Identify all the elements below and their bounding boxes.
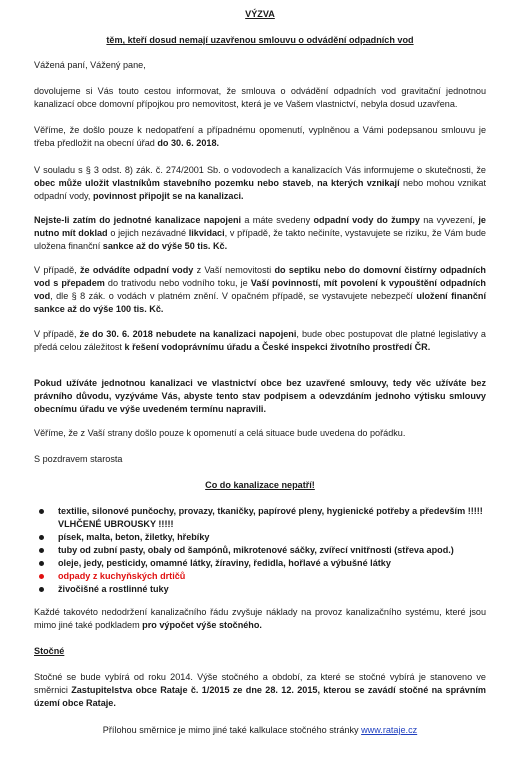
list-item: tuby od zubní pasty, obaly od šampónů, mikrotenové sáčky, zvířecí vnitřnosti (střeva apod.) [34, 544, 494, 557]
list-item: písek, malta, beton, žiletky, hřebíky [34, 531, 494, 544]
paragraph-1: dovolujeme si Vás touto cestou informovat, že smlouva o odvádění odpadních vod gravitační jednotnou kanalizací obce domovní přípojkou pro nemovitost, která je ve Vašem vlastnictví, nebyla dosud uzavřena. [34, 86, 486, 109]
list-item-highlighted: odpady z kuchyňských drtičů [34, 570, 494, 583]
list-item: živočišné a rostlinné tuky [34, 583, 494, 596]
greeting: Vážená paní, Vážený pane, [34, 60, 146, 70]
paragraph-5: V případě, že odvádíte odpadní vody z Vaší nemovitosti do septiku nebo do domovní čistírny odpadních vod s přepadem do trativodu nebo vodního toku, je Vaší povinností, mít povolení k vypouštění odpadních vod, dle § 8 zák. o vodách v platném znění. V opačném případě, se vystavujete nebezpečí uložení finanční sankce až do výše 100 tis. Kč. [34, 265, 486, 314]
bullet-icon [39, 509, 44, 514]
paragraph-3: V souladu s § 3 odst. 8) zák. č. 274/2001 Sb. o vodovodech a kanalizacích Vás informujeme o skutečnosti, že obec může uložit vlastníkům stavebního pozemku nebo staveb, na kterých vznikají nebo mohou vznikat odpadní vody, povinnost připojit se na kanalizaci. [34, 165, 486, 201]
bullet-icon [39, 561, 44, 566]
prohibited-items-list [34, 505, 494, 596]
bullet-icon [39, 587, 44, 592]
paragraph-2: Věříme, že došlo pouze k nedopatření a případnému opomenutí, vyplněnou a Vámi podepsanou smlouvu je třeba předložit na obecní úřad do 30. 6. 2018. [34, 125, 486, 148]
stocne-heading: Stočné [34, 646, 65, 656]
signoff: S pozdravem starosta [34, 454, 123, 464]
paragraph-9: Každé takovéto nedodržení kanalizačního řádu zvyšuje náklady na provoz kanalizačního systému, které jsou mimo jiné také podkladem pro výpočet výše stočného. [34, 607, 486, 630]
bullet-icon [39, 574, 44, 579]
bullet-icon [39, 548, 44, 553]
document-title: VÝZVA [245, 9, 275, 19]
footer-note: Přílohou směrnice je mimo jiné také kalkulace stočného stránky www.rataje.cz [102, 725, 418, 735]
bullet-icon [39, 535, 44, 540]
paragraph-8: Věříme, že z Vaší strany došlo pouze k opomenutí a celá situace bude uvedena do pořádku. [34, 428, 406, 438]
paragraph-7: Pokud užíváte jednotnou kanalizaci ve vlastnictví obce bez uzavřené smlouvy, tedy věc užíváte bez právního důvodu, vyzýváme Vás, abyste tento stav podpisem a odevzdáním jednoho výtisku smlouvy obecnímu úřadu ve výše uvedeném termínu napravili. [34, 378, 486, 414]
list-item: textilie, silonové punčochy, provazy, tkaničky, papírové pleny, hygienické potřeby a především !!!!! VLHČENÉ UBROUSKY !!!!! [34, 505, 494, 531]
paragraph-10: Stočné se bude vybírá od roku 2014. Výše stočného a období, za které se stočné vybírá je stanoveno ve směrnici Zastupitelstva obce Rataje č. 1/2015 ze dne 28. 12. 2015, kterou se zavádí stočné na správním území obce Rataje. [34, 672, 486, 708]
section-heading: Co do kanalizace nepatří! [205, 480, 315, 490]
paragraph-6: V případě, že do 30. 6. 2018 nebudete na kanalizaci napojeni, bude obec postupovat dle platné legislativy a předá celou záležitost k řešení vodoprávnímu úřadu a České inspekci životního prostředí ČR. [34, 329, 486, 352]
document-subtitle: těm, kteří dosud nemají uzavřenou smlouvu o odvádění odpadních vod [106, 35, 414, 45]
website-link[interactable]: www.rataje.cz [361, 725, 418, 735]
paragraph-4: Nejste-li zatím do jednotné kanalizace napojeni a máte svedeny odpadní vody do žumpy na vyvezení, je nutno mít doklad o jejich nezávadné likvidaci, v případě, že takto nečiníte, vystavujete se riziku, že Vám bude uložena finanční sankce až do výše 50 tis. Kč. [34, 215, 486, 251]
list-item: oleje, jedy, pesticidy, omamné látky, žíraviny, ředidla, hořlavé a výbušné látky [34, 557, 494, 570]
